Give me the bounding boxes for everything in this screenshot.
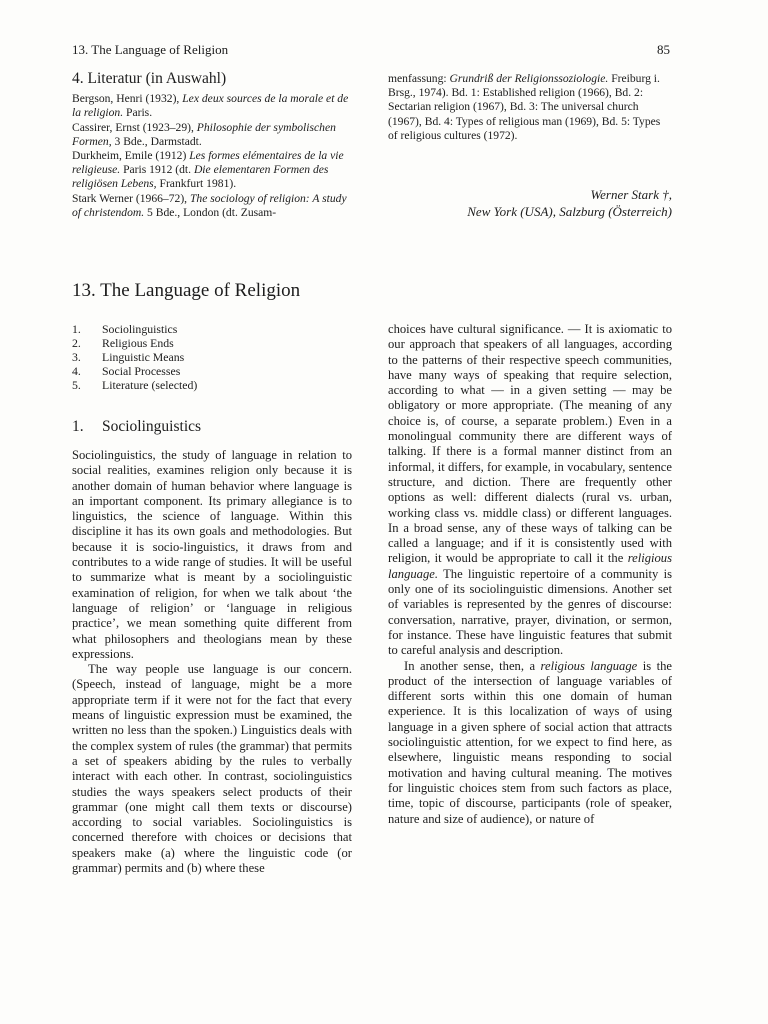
reference-entry: Cassirer, Ernst (1923–29), Philosophie der symbolischen Formen, 3 Bde., Darmstadt. [72, 120, 336, 148]
toc-item: 3. Linguistic Means [72, 350, 185, 364]
reference-entry: Durkheim, Emile (1912) Les formes elémentaires de la vie religieuse. Paris 1912 (dt. Die elementaren Formen des religiösen Lebens, Frankfurt 1981). [72, 149, 344, 191]
paragraph: Sociolinguistics, the study of language in relation to social realities, examines religion only because it is another domain of human behavior where language is an important component. Its primary allegiance is to linguistics, the science of language. Within this discipline it has its own goals and methodologies. But because it is socio-linguistics, it draws from and contributes to a wide range of studies. It will be useful to summarize what is meant by a sociolinguistic examination of religion, for when we talk about ‘the language of religion’ or ‘language in religious practice’, we mean something quite different from what philosophers and theologians mean by these expressions. [72, 448, 352, 661]
running-title: 13. The Language of Religion [72, 42, 229, 57]
toc-item: 1. Sociolinguistics [72, 322, 178, 336]
section-heading: 1. Sociolinguistics [72, 418, 202, 435]
body-column-right [388, 322, 672, 827]
paragraph: choices have cultural significance. — It is axiomatic to our approach that speakers of all languages, according to the patterns of their respective speech communities, have many ways of speaking that require selection, according to what — in a given setting — may be obligatory or more appropriate. (The meaning of any choice is, of course, a separate problem.) Even in a monolingual community there are different ways of talking. If there is a formal manner distinct from an informal, it differs, for example, in vocabulary, sentence structure, and diction. There are frequently other options as well: different dialects (rural vs. urban, working class vs. middle class) or different languages. In a broad sense, any of these ways of talking can be called a language; and if it is consistently used with religion, it would be appropriate to call it the religious language. The linguistic repertoire of a community is only one of its sociolinguistic dimensions. Another set of variables is represented by the genres of discourse: conversation, narrative, prayer, divination, or sermon, for instance. These have linguistic features that submit to careful analysis and description. [388, 322, 672, 658]
toc-item: 2. Religious Ends [72, 336, 174, 350]
chapter-title: 13. The Language of Religion [72, 280, 301, 301]
paragraph: The way people use language is our concern. (Speech, instead of language, might be a more appropriate term if it were not for the fact that every means of linguistic expression must be examined, the written no less than the spoken.) Linguistics deals with the complex system of rules (the grammar) that permits a set of speakers abiding by the rules to verbally interact with each other. In contrast, sociolinguistics studies the ways speakers select products of their grammar (one might call them texts or discourse) according to social variables. Sociolinguistics is concerned therefore with choices or decisions that speakers make (a) where the linguistic code (or grammar) permits and (b) where these [72, 662, 352, 876]
reference-entry: Stark Werner (1966–72), The sociology of religion: A study of christendom. 5 Bde., London (dt. Zusam- [72, 191, 347, 219]
running-head [72, 42, 670, 58]
reference-entry: Bergson, Henri (1932), Lex deux sources de la morale et de la religion. Paris. [72, 92, 349, 120]
reference-continuation: menfassung: Grundriß der Religionssoziologie. Freiburg i. Brsg., 1974). Bd. 1: Established religion (1966), Bd. 2: Sectarian religion (1967), Bd. 3: The universal church (1967), Bd. 4: Types of religious man (1969), Bd. 5: Types of religious cultures (1972). [388, 72, 661, 142]
page-number: 85 [657, 42, 670, 57]
references-section [72, 72, 357, 220]
author-name: Werner Stark †, [590, 187, 672, 202]
toc-item: 4. Social Processes [72, 364, 181, 378]
references-heading: 4. Literatur (in Auswahl) [72, 70, 227, 87]
author-signature [388, 186, 672, 220]
toc-item: 5. Literature (selected) [72, 378, 198, 392]
paragraph: In another sense, then, a religious language is the product of the intersection of language variables of different sorts within this one domain of human experience. It is this localization of ways of using language in a given sphere of social action that attracts sociolinguistic attention, for we expect to find here, as elsewhere, linguistic means responding to social motivation and having cultural meaning. The motives for linguistic choices stem from such factors as place, time, topic of discourse, participants (role of speaker, nature and size of audience), or nature of [388, 658, 672, 826]
body-column-left [72, 448, 352, 876]
author-location: New York (USA), Salzburg (Österreich) [467, 204, 672, 219]
chapter-contents [72, 322, 197, 392]
